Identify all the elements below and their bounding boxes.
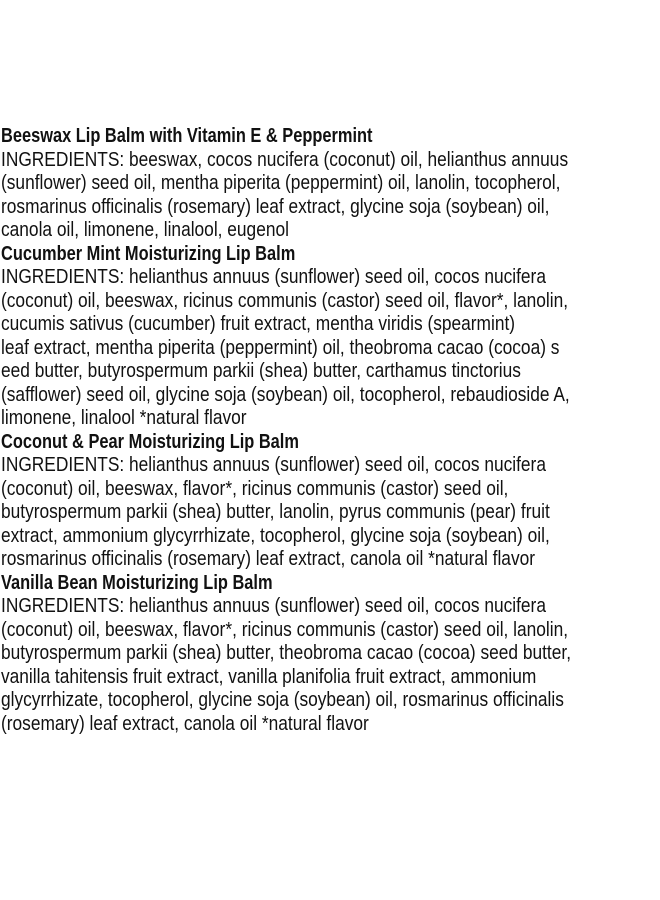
ingredients-line: INGREDIENTS: beeswax, cocos nucifera (coconut) oil, helianthus annuus — [1, 147, 569, 171]
ingredients-line: extract, ammonium glycyrrhizate, tocopherol, glycine soja (soybean) oil, — [1, 523, 550, 547]
ingredients-line: limonene, linalool *natural flavor — [1, 406, 247, 429]
ingredients-line: INGREDIENTS: helianthus annuus (sunflower) seed oil, cocos nucifera — [1, 594, 546, 617]
product-section — [1, 124, 660, 242]
ingredients-line: canola oil, limonene, linalool, eugenol — [1, 218, 289, 241]
ingredients-document — [1, 124, 660, 735]
ingredients-line: cucumis sativus (cucumber) fruit extract, mentha viridis (spearmint) — [1, 312, 516, 335]
ingredients-line: butyrospermum parkii (shea) butter, lanolin, pyrus communis (pear) fruit — [1, 500, 550, 523]
product-title: Beeswax Lip Balm with Vitamin E & Peppermint — [1, 124, 373, 147]
product-section — [1, 242, 660, 430]
product-title: Coconut & Pear Moisturizing Lip Balm — [1, 429, 299, 453]
ingredients-line: eed butter, butyrospermum parkii (shea) butter, carthamus tinctorius — [1, 359, 521, 382]
ingredients-line: leaf extract, mentha piperita (peppermint) oil, theobroma cacao (cocoa) s — [1, 335, 560, 359]
ingredients-line: glycyrrhizate, tocopherol, glycine soja (soybean) oil, rosmarinus officinalis — [1, 688, 564, 711]
product-title: Vanilla Bean Moisturizing Lip Balm — [1, 570, 273, 594]
product-title: Cucumber Mint Moisturizing Lip Balm — [1, 241, 296, 265]
ingredients-line: rosmarinus officinalis (rosemary) leaf extract, glycine soja (soybean) oil, — [1, 194, 550, 218]
ingredients-line: (rosemary) leaf extract, canola oil *natural flavor — [1, 711, 369, 735]
ingredients-line: (safflower) seed oil, glycine soja (soybean) oil, tocopherol, rebaudioside A, — [1, 382, 570, 406]
ingredients-line: INGREDIENTS: helianthus annuus (sunflower) seed oil, cocos nucifera — [1, 453, 546, 476]
ingredients-line: (coconut) oil, beeswax, flavor*, ricinus communis (castor) seed oil, lanolin, — [1, 617, 569, 641]
ingredients-line: (coconut) oil, beeswax, flavor*, ricinus communis (castor) seed oil, — [1, 476, 509, 500]
ingredients-line: INGREDIENTS: helianthus annuus (sunflower) seed oil, cocos nucifera — [1, 265, 546, 288]
ingredients-line: (coconut) oil, beeswax, ricinus communis (castor) seed oil, flavor*, lanolin, — [1, 288, 569, 312]
product-section — [1, 430, 660, 571]
ingredients-line: (sunflower) seed oil, mentha piperita (peppermint) oil, lanolin, tocopherol, — [1, 171, 561, 194]
ingredients-line: vanilla tahitensis fruit extract, vanilla planifolia fruit extract, ammonium — [1, 664, 537, 688]
ingredients-line: butyrospermum parkii (shea) butter, theobroma cacao (cocoa) seed butter, — [1, 641, 572, 664]
product-section — [1, 571, 660, 736]
ingredients-line: rosmarinus officinalis (rosemary) leaf extract, canola oil *natural flavor — [1, 547, 536, 570]
